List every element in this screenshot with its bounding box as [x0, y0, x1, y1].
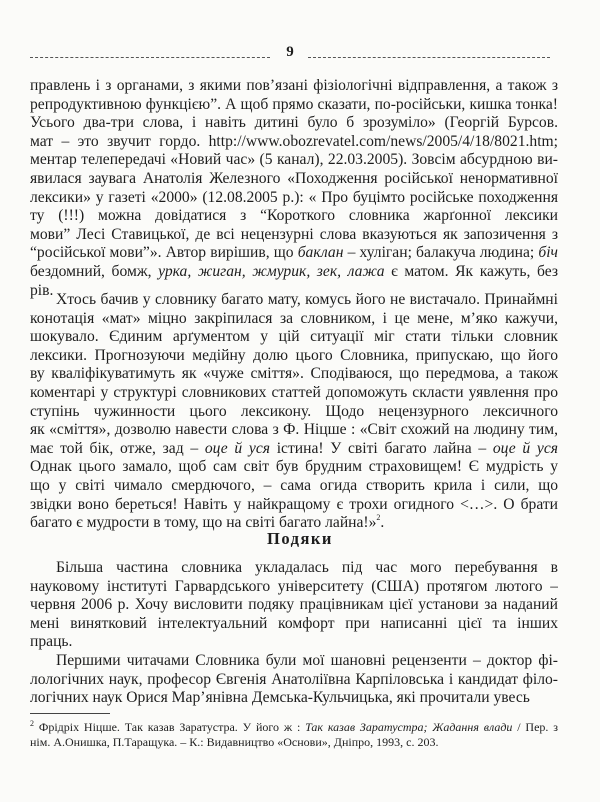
text-line — [30, 633, 558, 652]
footnote-marker: 2 — [376, 514, 381, 523]
text-segment: Більша частина словника укладалась під час мого перебування в — [56, 559, 558, 576]
text-segment: як «сміття», дозволю навести слова з Ф. Ніцше : «Світ схожий на людину тим, — [30, 421, 558, 439]
text-segment: науковому інституті Гарвардського університету (США) протягом лютого – — [30, 577, 558, 595]
text-segment: – хуліган; балакуча людина; — [343, 244, 539, 262]
text-line — [30, 578, 558, 597]
text-line — [30, 96, 558, 115]
text-segment: багато є мудрости в тому, що на світі багато лайна!» — [30, 514, 377, 532]
italic-text: баклан — [297, 244, 344, 262]
text-segment: Однак цього замало, щоб сам світ був брудним страховищем! Є мудрість у — [30, 458, 558, 476]
section-heading: Подяки — [267, 529, 333, 548]
text-segment: ступінь чужинности цього лексикону. Щодо нецензурного лексичного — [30, 402, 558, 420]
page-number: 9 — [286, 44, 294, 60]
text-segment: лологічних наук, професор Євгенія Анатоліївна Карпіловська і кандидат філо- — [30, 670, 558, 688]
text-line — [30, 615, 558, 634]
footnote — [30, 720, 558, 750]
text-line — [30, 170, 558, 189]
text-line — [30, 328, 558, 347]
text-segment: що у світі чимало смердючого, – сама огида створить крила і сили, що — [30, 476, 558, 494]
text-segment: праць. — [30, 633, 73, 651]
text-line — [30, 310, 558, 329]
text-segment: Фрідріх Ніцше. Так казав Заратустра. У його ж : — [34, 720, 306, 734]
text-segment: правлень і з органами, з якими пов’язані фізіологічні відправлення, а також з — [30, 77, 558, 94]
text-segment: лексики. Прогнозуючи медійну долю цього Словника, припускаю, що його — [30, 346, 558, 364]
text-line — [30, 403, 558, 422]
text-line — [30, 596, 558, 615]
text-segment: ту (!!!) можна довідатися з “Короткого словника жарґонної лексики — [30, 207, 558, 225]
text-line — [30, 263, 558, 282]
text-line — [30, 347, 558, 366]
italic-text: оце й уся — [492, 439, 558, 457]
italic-text: урка, жиган, жмурик, зек, лажа — [158, 262, 385, 280]
text-segment: коментарі у структурі словникових статтей допоможуть скласти уявлення про — [30, 383, 558, 401]
text-line — [30, 440, 558, 459]
text-segment: рів. — [30, 281, 54, 299]
text-segment: бездомний, бомж, — [30, 262, 159, 280]
text-line — [30, 291, 558, 310]
text-segment: ву кваліфікуватимуть як «чуже сміття». Сподіваюся, що передмова, а також — [30, 365, 558, 383]
text-line — [30, 244, 558, 263]
text-segment: є матом. Як кажуть, без — [391, 262, 558, 280]
text-segment: конотація «мат» міцно закріпилася за словником, і це мене, м’яко кажучи, — [30, 309, 558, 327]
text-segment: мови” Лесі Ставицької, де всі нецензурні слова вказуються як запозичення з — [30, 225, 558, 243]
text-segment: Усього два-три слова, і навіть дитині було б зрозуміло» (Георгій Бурсов. — [30, 114, 558, 132]
text-segment: має той бік, отже, зад – — [30, 439, 205, 457]
text-segment: мат – это звучит гордо. http://www.obozrevatel.com/news/2005/4/18/8021.htm; — [30, 132, 558, 150]
text-segment: червня 2006 р. Хочу висловити подяку працівникам цієї установи за наданий — [30, 596, 558, 614]
text-segment: Хтось бачив у словнику багато мату, комусь його не вистачало. Принаймні — [56, 291, 558, 308]
text-segment: звідки воно береться! Навіть у найкращому є трохи огидного <…>. О брати — [30, 495, 558, 513]
text-line — [30, 559, 558, 578]
paragraph-1 — [30, 77, 558, 300]
text-line — [30, 458, 558, 477]
text-segment: . — [380, 514, 385, 532]
italic-text: оце й уся — [204, 439, 271, 457]
text-segment: мені винятковий інтелектуальний комфорт при написанні цієї та інших — [30, 614, 558, 632]
text-line — [30, 652, 558, 671]
text-segment: шокувало. Єдиним арґументом у цій ситуації міг стати тільки словник — [30, 328, 558, 346]
text-line — [30, 477, 558, 496]
text-segment: репродуктивною функцією”. А щоб прямо сказати, по-російськи, кишка тонка! — [30, 95, 558, 113]
text-line — [30, 365, 558, 384]
text-segment: / Пер. з — [512, 720, 558, 734]
footnote-rule — [30, 713, 110, 714]
text-line — [30, 114, 558, 133]
text-segment: нім. А.Онишка, П.Таращука. – К.: Видавництво «Основи», Дніпро, 1993, с. 203. — [30, 735, 439, 749]
footnote-marker: 2 — [30, 720, 34, 728]
text-segment: логічних наук Орися Мар’янівна Демська-Кульчицька, які прочитали увесь — [30, 689, 530, 707]
text-line — [30, 207, 558, 226]
text-segment: ментар телепередачі «Новий час» (5 канал), 22.03.2005). Зовсім абсурдною ви- — [30, 151, 558, 169]
text-line — [30, 496, 558, 515]
text-line — [30, 689, 558, 708]
text-line — [30, 189, 558, 208]
text-line — [30, 133, 558, 152]
text-segment: “російської мови”». Автор вирішив, що — [30, 244, 298, 262]
text-line — [30, 421, 558, 440]
italic-text: біч — [538, 244, 558, 262]
text-line — [30, 720, 558, 735]
text-line — [30, 77, 558, 96]
text-line — [30, 384, 558, 403]
text-line — [30, 151, 558, 170]
header-rule-left — [30, 57, 270, 58]
paragraph-3 — [30, 559, 558, 652]
paragraph-2 — [30, 291, 558, 533]
text-line — [30, 226, 558, 245]
header-rule-right — [308, 57, 550, 58]
paragraph-4 — [30, 652, 558, 708]
text-line — [30, 671, 558, 690]
italic-text: Так казав Заратустра; Жадання влади — [305, 720, 513, 734]
text-segment: істина! У світі багато лайна – — [270, 439, 493, 457]
text-line — [30, 735, 558, 750]
text-segment: явилася заувага Анатолія Железного «Походження російської ненормативної — [30, 169, 558, 187]
text-segment: Першими читачами Словника були мої шановні рецензенти – доктор фі- — [56, 652, 558, 669]
text-segment: лексики» у газеті «2000» (12.08.2005 р.): « Про буцімто російське походження — [30, 188, 558, 206]
